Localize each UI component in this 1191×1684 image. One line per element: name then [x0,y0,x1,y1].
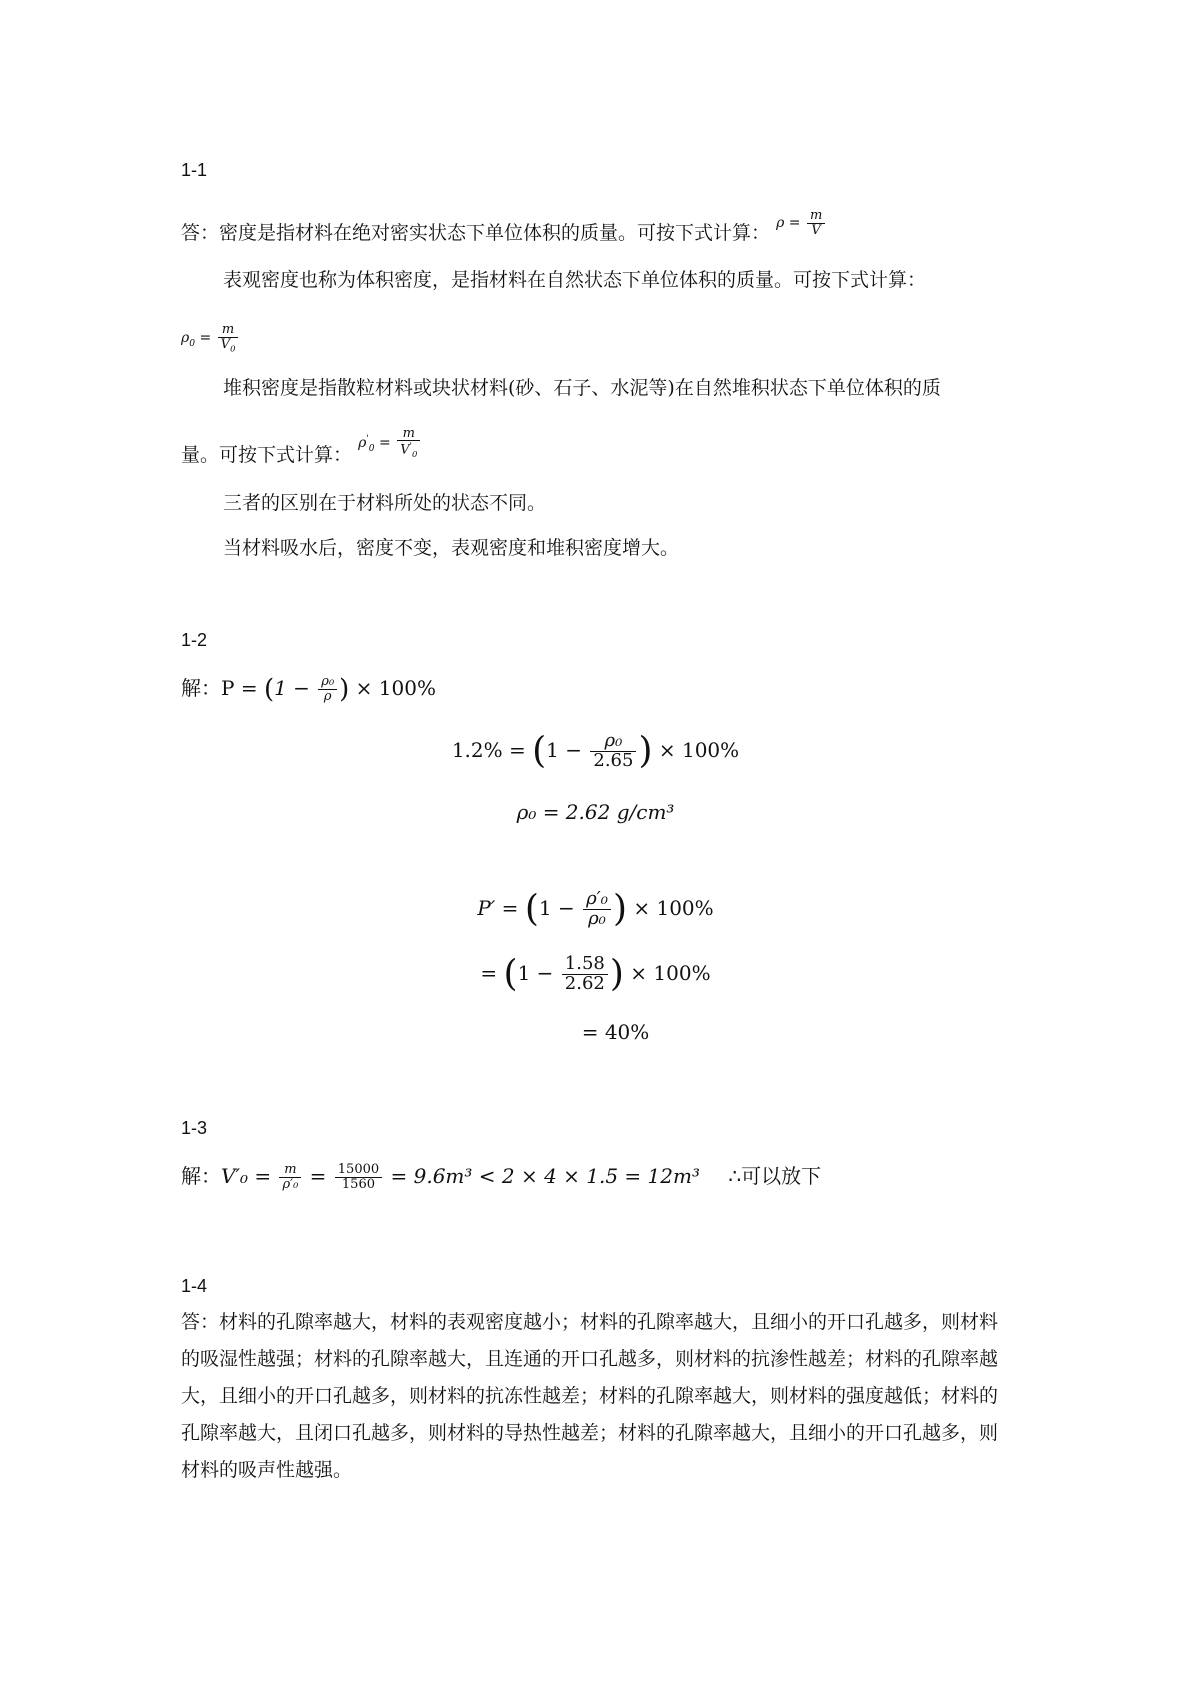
difference-statement: 三者的区别在于材料所处的状态不同。 [223,492,547,514]
equation-1-2-step3: P′ = (1 − $\frac{\text{ρ′₀}}{\text{ρ₀}}$ ) × 100% [477,888,714,930]
density-definition-text: 答：密度是指材料在绝对密实状态下单位体积的质量。可按下式计算： [181,222,771,244]
porosity-effects-paragraph: 答：材料的孔隙率越大，材料的表观密度越小；材料的孔隙率越大，且细小的开口孔越多，则材料的吸湿性越强；材料的孔隙率越大，且连通的开口孔越多，则材料的抗渗性越差；材料的孔隙率越大，且细小的开口孔越多，则材料的抗冻性越差；材料的孔隙率越大，则材料的强度越低；材料的孔隙率越大，且闭口孔越多，则材料的导热性越差；材料的孔隙率越大，且细小的开口孔越多，则材料的吸声性越强。 [181,1311,999,1481]
water-absorption-statement: 当材料吸水后，密度不变，表观密度和堆积密度增大。 [223,537,680,559]
apparent-density-formula: $\rho_0$ = $\frac{m}{V_0}$ [181,323,240,353]
equation-1-2-step2: ρ₀ = 2.62 g/cm³ [516,800,675,824]
conclusion-text: ∴可以放下 [728,1164,822,1188]
bulk-density-formula: ρ'0 = m V'0 [358,435,422,451]
volume-check-equation: 解：V′₀ = $\frac{m}{\text{ρ′₀}}$ = $\frac{15000}{1560}$ = 9.6m³ < 2 × 4 × 1.5 = 12m³ ∴可以放下 [181,1162,822,1192]
section-heading-1-2: 1-2 [181,630,208,650]
porosity-formula: 解：P = (1 − $\frac{\text{ρ₀}}{\rho}$ ) × 100% [181,674,436,705]
equation-1-2-result: = 40% [581,1020,650,1044]
equation-1-2-step1: 1.2% = (1 − $\frac{\text{ρ₀}}{2.65}$ ) × 100% [451,730,740,772]
apparent-density-definition: 表观密度也称为体积密度，是指材料在自然状态下单位体积的质量。可按下式计算： [223,269,927,291]
density-definition-line [181,207,827,249]
bulk-density-definition: 堆积密度是指散粒材料或块状材料(砂、石子、水泥等)在自然堆积状态下单位体积的质 [223,377,941,399]
bulk-density-formula-line: 量。可按下式计算： $^{\rho'_0 = \frac{m}{V'_0}}$ [181,440,422,473]
section-heading-1-1: 1-1 [181,160,208,180]
section-heading-1-4: 1-4 [181,1276,208,1296]
equation-1-2-step4: = (1 − $\frac{1.58}{2.62}$ ) × 100% [480,953,711,995]
section-heading-1-3: 1-3 [181,1118,208,1138]
density-formula: ρ = m V [776,215,827,231]
